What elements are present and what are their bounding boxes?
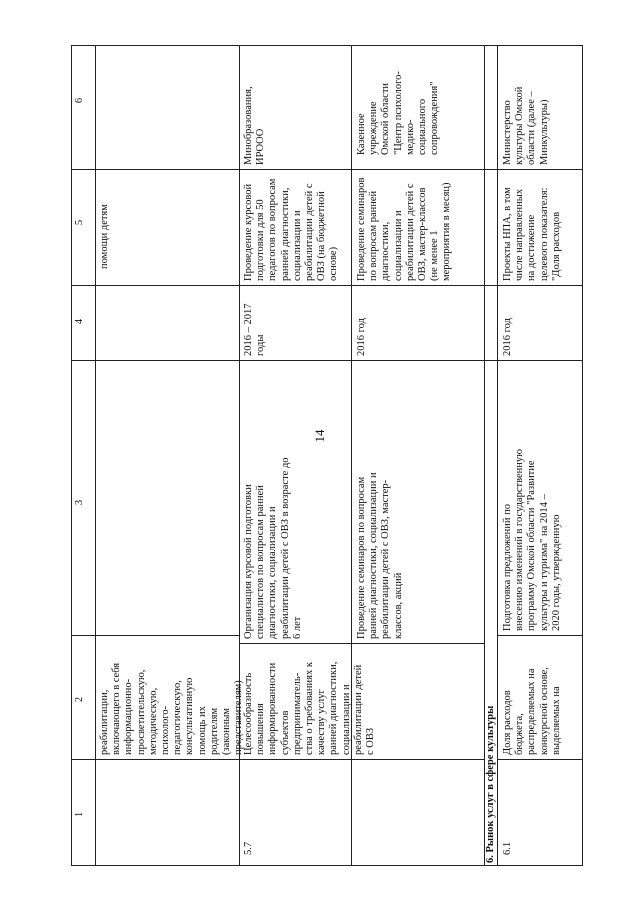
divider-col4-col3: [71, 360, 583, 361]
header-col6: 6: [74, 97, 86, 104]
measures-table: [71, 45, 583, 866]
divider-col3-col2-cont: [71, 635, 239, 636]
r57b-col6-text: Казенное учреждение Омской области "Центр психолого- медико- социального сопровождения": [356, 71, 441, 155]
r61-number: 6.1: [502, 841, 513, 855]
divider-col5-col4: [71, 285, 583, 286]
header-col3: 3: [74, 499, 86, 506]
cont-col2-text: реабилитации, включающего в себя информационно- просветительскую, методическую, психолого- педагогическую, консультативную помощь их родителям (законным представителям): [99, 662, 245, 755]
r61-col4-text: 2016 год: [502, 318, 513, 356]
cont-col5-text: помощи детям: [99, 204, 110, 269]
header-col5: 5: [74, 219, 86, 226]
r61-col2-text: Доля расходов бюджета, распределяемых на конкурсной основе, выделяемых на: [502, 667, 562, 755]
header-col4: 4: [74, 318, 86, 325]
divider-col3-col2-r57: [239, 643, 484, 644]
header-col2: 2: [74, 696, 86, 703]
section-heading: 6. Рынок услуг в сфере культуры: [485, 705, 496, 863]
r57-col2-text: Целесообразность повышения информированности субъектов предприниматель- ства о требованиях к качеству услуг ранней диагностики, социализации и реабилитации детей с ОВЗ: [243, 661, 377, 755]
r57b-col4-text: 2016 год: [356, 318, 367, 356]
divider-col6-col5: [71, 169, 583, 170]
r57b-col5-text: Проведение семинаров по вопросам ранней диагностики, социализации и реабилитации детей с ОВЗ, мастер-классов (не менее 1 мероприятия в месяц): [356, 177, 453, 281]
r57a-col3-text: Организация курсовой подготовки специалистов по вопросам ранней диагностики, социализации и реабилитации детей с ОВЗ в возрасте до 6 лет: [243, 457, 303, 639]
r61-col6-text: Министерство культуры Омской области (далее – Минкультуры): [502, 86, 550, 165]
r57b-col3-text: Проведение семинаров по вопросам ранней диагностики, социализации и реабилитации детей с ОВЗ, мастер- классов, акций: [356, 472, 404, 639]
r57-number: 5.7: [243, 841, 254, 855]
header-col1: 1: [74, 811, 86, 818]
divider-col2-col1-r61: [497, 759, 583, 760]
r57a-col5-text: Проведение курсовой подготовки для 50 педагогов по вопросам ранней диагностики, социализации и реабилитации детей с ОВЗ (на бюджетной основе): [243, 178, 340, 281]
divider-col3-col2-r61: [497, 635, 583, 636]
r57a-col4-text: 2016 – 2017 годы: [243, 303, 267, 356]
divider-col2-col1: [71, 759, 484, 760]
r61-col5-text: Проекты НПА, в том числе направленных на достижение целевого показателя: "Доля расходов: [502, 187, 562, 281]
page-number: 14: [312, 429, 327, 443]
r61-col3-text: Подготовка предложений по внесению изменений в государственную программу Омской области "Развитие культуры и туризма" на 2014 – 2020 годы, утвержденную: [502, 449, 562, 631]
r57a-col6-text: Минобразования, ИРООО: [243, 86, 267, 165]
